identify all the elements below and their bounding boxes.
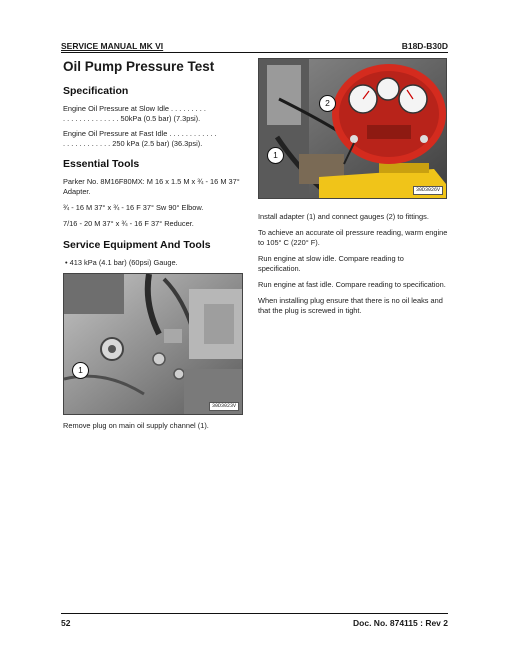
callout-plug: 1 [72,362,89,379]
gauge-photo-art [259,59,446,198]
right-column [258,212,448,316]
instruction-step: To achieve an accurate oil pressure reading, warm engine to 105° C (220° F). [258,228,448,247]
instruction-step: Run engine at slow idle. Compare reading to specification. [258,254,404,273]
specification-heading: Specification [63,85,129,97]
callout-adapter: 1 [267,147,284,164]
essential-tools-heading: Essential Tools [63,158,140,170]
equipment-item-text: 413 kPa (4.1 bar) (60psi) Gauge. [69,258,178,267]
photo-reference-tag: 30D3023V [209,402,239,411]
page-title: Oil Pump Pressure Test [63,59,215,74]
gauge-photo [258,58,447,199]
fast-idle-label: Engine Oil Pressure at Fast Idle . . . . . . . . . . . . [63,129,217,138]
instruction-step: Install adapter (1) and connect gauges (2) to fittings. [258,212,429,221]
page-number: 52 [61,618,71,628]
tool-item: ¾ - 16 M 37° x ¾ - 16 F 37° Sw 90° Elbow. [63,203,204,212]
instruction-step: Run engine at fast idle. Compare reading to specification. [258,280,446,289]
service-equipment-heading: Service Equipment And Tools [63,239,211,251]
footer-rule [61,613,448,614]
manual-title: SERVICE MANUAL MK VI [61,41,164,51]
photo-reference-tag: 30D3026V [413,186,443,195]
plug-photo-art [64,274,242,414]
plug-photo [63,273,243,415]
equipment-item: • 413 kPa (4.1 bar) (60psi) Gauge. [65,258,178,267]
callout-gauges: 2 [319,95,336,112]
tool-item: 7/16 - 20 M 37° x ¾ - 16 F 37° Reducer. [63,219,194,228]
plug-photo-caption: Remove plug on main oil supply channel (1). [63,421,209,430]
tool-item: Parker No. 8M16F80MX: M 16 x 1.5 M x ¾ - 16 M 37° Adapter. [63,177,240,196]
header-rule [61,52,448,53]
slow-idle-value: . . . . . . . . . . . . . . 50kPa (0.5 bar) (7.3psi). [63,114,201,123]
left-column [63,58,241,268]
model-range: B18D-B30D [401,41,448,51]
instruction-step: When installing plug ensure that there is no oil leaks and that the plug is screwed in tight. [258,296,443,315]
document-number: Doc. No. 874115 : Rev 2 [353,618,448,628]
fast-idle-value: . . . . . . . . . . . . 250 kPa (2.5 bar) (36.3psi). [63,139,203,148]
slow-idle-label: Engine Oil Pressure at Slow Idle . . . . . . . . . [63,104,206,113]
